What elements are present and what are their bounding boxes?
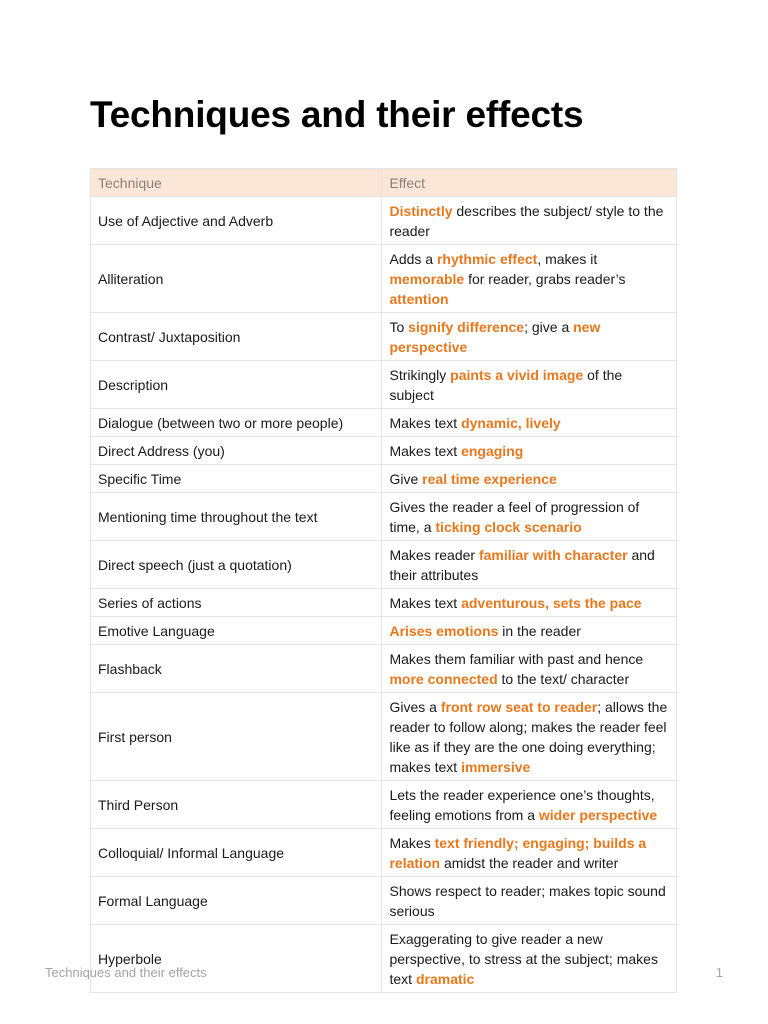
table-row xyxy=(91,645,677,693)
effect-highlight: rhythmic effect xyxy=(436,251,538,267)
technique-cell: Dialogue (between two or more people) xyxy=(91,409,382,437)
effect-cell xyxy=(382,409,677,437)
effect-highlight: real time experience xyxy=(422,471,557,487)
effect-text: in the reader xyxy=(498,623,581,639)
effect-highlight: paints a vivid image xyxy=(450,367,584,383)
table-row xyxy=(91,437,677,465)
effect-text: and their attributes xyxy=(389,547,655,583)
technique-cell: Description xyxy=(91,361,382,409)
technique-cell: Specific Time xyxy=(91,465,382,493)
table-row xyxy=(91,245,677,313)
technique-cell: Use of Adjective and Adverb xyxy=(91,197,382,245)
effect-text: Makes text xyxy=(389,415,462,431)
effect-text: Exaggerating to give reader a new perspective, to stress at the subject; makes text xyxy=(389,931,658,987)
effect-cell xyxy=(382,493,677,541)
effect-cell xyxy=(382,313,677,361)
column-header-technique: Technique xyxy=(91,169,382,197)
footer-title: Techniques and their effects xyxy=(45,965,207,980)
effect-highlight: ticking clock scenario xyxy=(435,519,582,535)
table-row xyxy=(91,589,677,617)
technique-cell: Alliteration xyxy=(91,245,382,313)
table-row xyxy=(91,781,677,829)
effect-highlight: memorable xyxy=(389,271,465,287)
table-row xyxy=(91,361,677,409)
technique-cell: Third Person xyxy=(91,781,382,829)
effect-cell xyxy=(382,925,677,993)
effect-cell xyxy=(382,245,677,313)
effect-text: describes the subject/ style to the reader xyxy=(389,203,664,239)
effect-text: Gives the reader a feel of progression of time, a xyxy=(389,499,640,535)
effect-text: Makes text xyxy=(389,443,462,459)
effect-cell xyxy=(382,877,677,925)
effect-cell xyxy=(382,693,677,781)
effect-highlight: more connected xyxy=(389,671,498,687)
techniques-table xyxy=(90,168,677,993)
technique-cell: Emotive Language xyxy=(91,617,382,645)
effect-text: Makes text xyxy=(389,595,462,611)
effect-cell xyxy=(382,645,677,693)
effect-highlight: immersive xyxy=(461,759,531,775)
effect-highlight: dramatic xyxy=(415,971,475,987)
technique-cell: Direct Address (you) xyxy=(91,437,382,465)
effect-highlight: adventurous, sets the pace xyxy=(461,595,642,611)
effect-text: Gives a xyxy=(389,699,441,715)
effect-text: Adds a xyxy=(389,251,437,267)
table-row xyxy=(91,313,677,361)
technique-cell: Flashback xyxy=(91,645,382,693)
table-row xyxy=(91,493,677,541)
table-row xyxy=(91,409,677,437)
table-row xyxy=(91,693,677,781)
table-body xyxy=(91,197,677,993)
effect-text: of the subject xyxy=(389,367,623,403)
effect-text: Makes xyxy=(389,835,435,851)
effect-text: ; allows the reader to follow along; makes the reader feel like as if they are the one doing everything; makes text xyxy=(389,699,668,775)
table-row xyxy=(91,197,677,245)
effect-highlight: wider perspective xyxy=(538,807,658,823)
page-number: 1 xyxy=(715,965,723,980)
effect-text: Shows respect to reader; makes topic sound serious xyxy=(389,883,666,919)
effect-text: To xyxy=(389,319,409,335)
technique-cell: Formal Language xyxy=(91,877,382,925)
effect-cell xyxy=(382,541,677,589)
technique-cell: First person xyxy=(91,693,382,781)
column-header-effect: Effect xyxy=(382,169,677,197)
effect-highlight: new perspective xyxy=(389,319,601,355)
effect-text: for reader, grabs reader’s xyxy=(464,271,626,287)
technique-cell: Contrast/ Juxtaposition xyxy=(91,313,382,361)
effect-highlight: text friendly; engaging; builds a relation xyxy=(389,835,647,871)
effect-text: Makes reader xyxy=(389,547,479,563)
effect-highlight: familiar with character xyxy=(478,547,628,563)
table-row xyxy=(91,465,677,493)
effect-highlight: Distinctly xyxy=(389,203,453,219)
effect-highlight: front row seat to reader xyxy=(440,699,598,715)
effect-text: to the text/ character xyxy=(497,671,630,687)
effect-highlight: engaging xyxy=(461,443,524,459)
table-header-row xyxy=(91,169,677,197)
effect-text: amidst the reader and writer xyxy=(440,855,619,871)
table-row xyxy=(91,877,677,925)
effect-cell xyxy=(382,361,677,409)
technique-cell: Direct speech (just a quotation) xyxy=(91,541,382,589)
effect-cell xyxy=(382,437,677,465)
effect-cell xyxy=(382,465,677,493)
table-row xyxy=(91,617,677,645)
effect-text: Strikingly xyxy=(389,367,451,383)
effect-text: , makes it xyxy=(537,251,598,267)
table-row xyxy=(91,925,677,993)
table-row xyxy=(91,829,677,877)
effect-text: Lets the reader experience one’s thoughts, feeling emotions from a xyxy=(389,787,655,823)
technique-cell: Hyperbole xyxy=(91,925,382,993)
effect-cell xyxy=(382,589,677,617)
page-title: Techniques and their effects xyxy=(90,94,584,135)
technique-cell: Colloquial/ Informal Language xyxy=(91,829,382,877)
effect-text: Give xyxy=(389,471,423,487)
effect-text: Makes them familiar with past and hence xyxy=(389,651,644,667)
effect-text: ; give a xyxy=(524,319,574,335)
effect-highlight: dynamic, lively xyxy=(461,415,561,431)
effect-cell xyxy=(382,617,677,645)
effect-cell xyxy=(382,197,677,245)
effect-highlight: Arises emotions xyxy=(389,623,499,639)
effect-highlight: attention xyxy=(389,291,449,307)
effect-highlight: signify difference xyxy=(408,319,525,335)
effect-cell xyxy=(382,781,677,829)
technique-cell: Series of actions xyxy=(91,589,382,617)
effect-cell xyxy=(382,829,677,877)
technique-cell: Mentioning time throughout the text xyxy=(91,493,382,541)
table-row xyxy=(91,541,677,589)
